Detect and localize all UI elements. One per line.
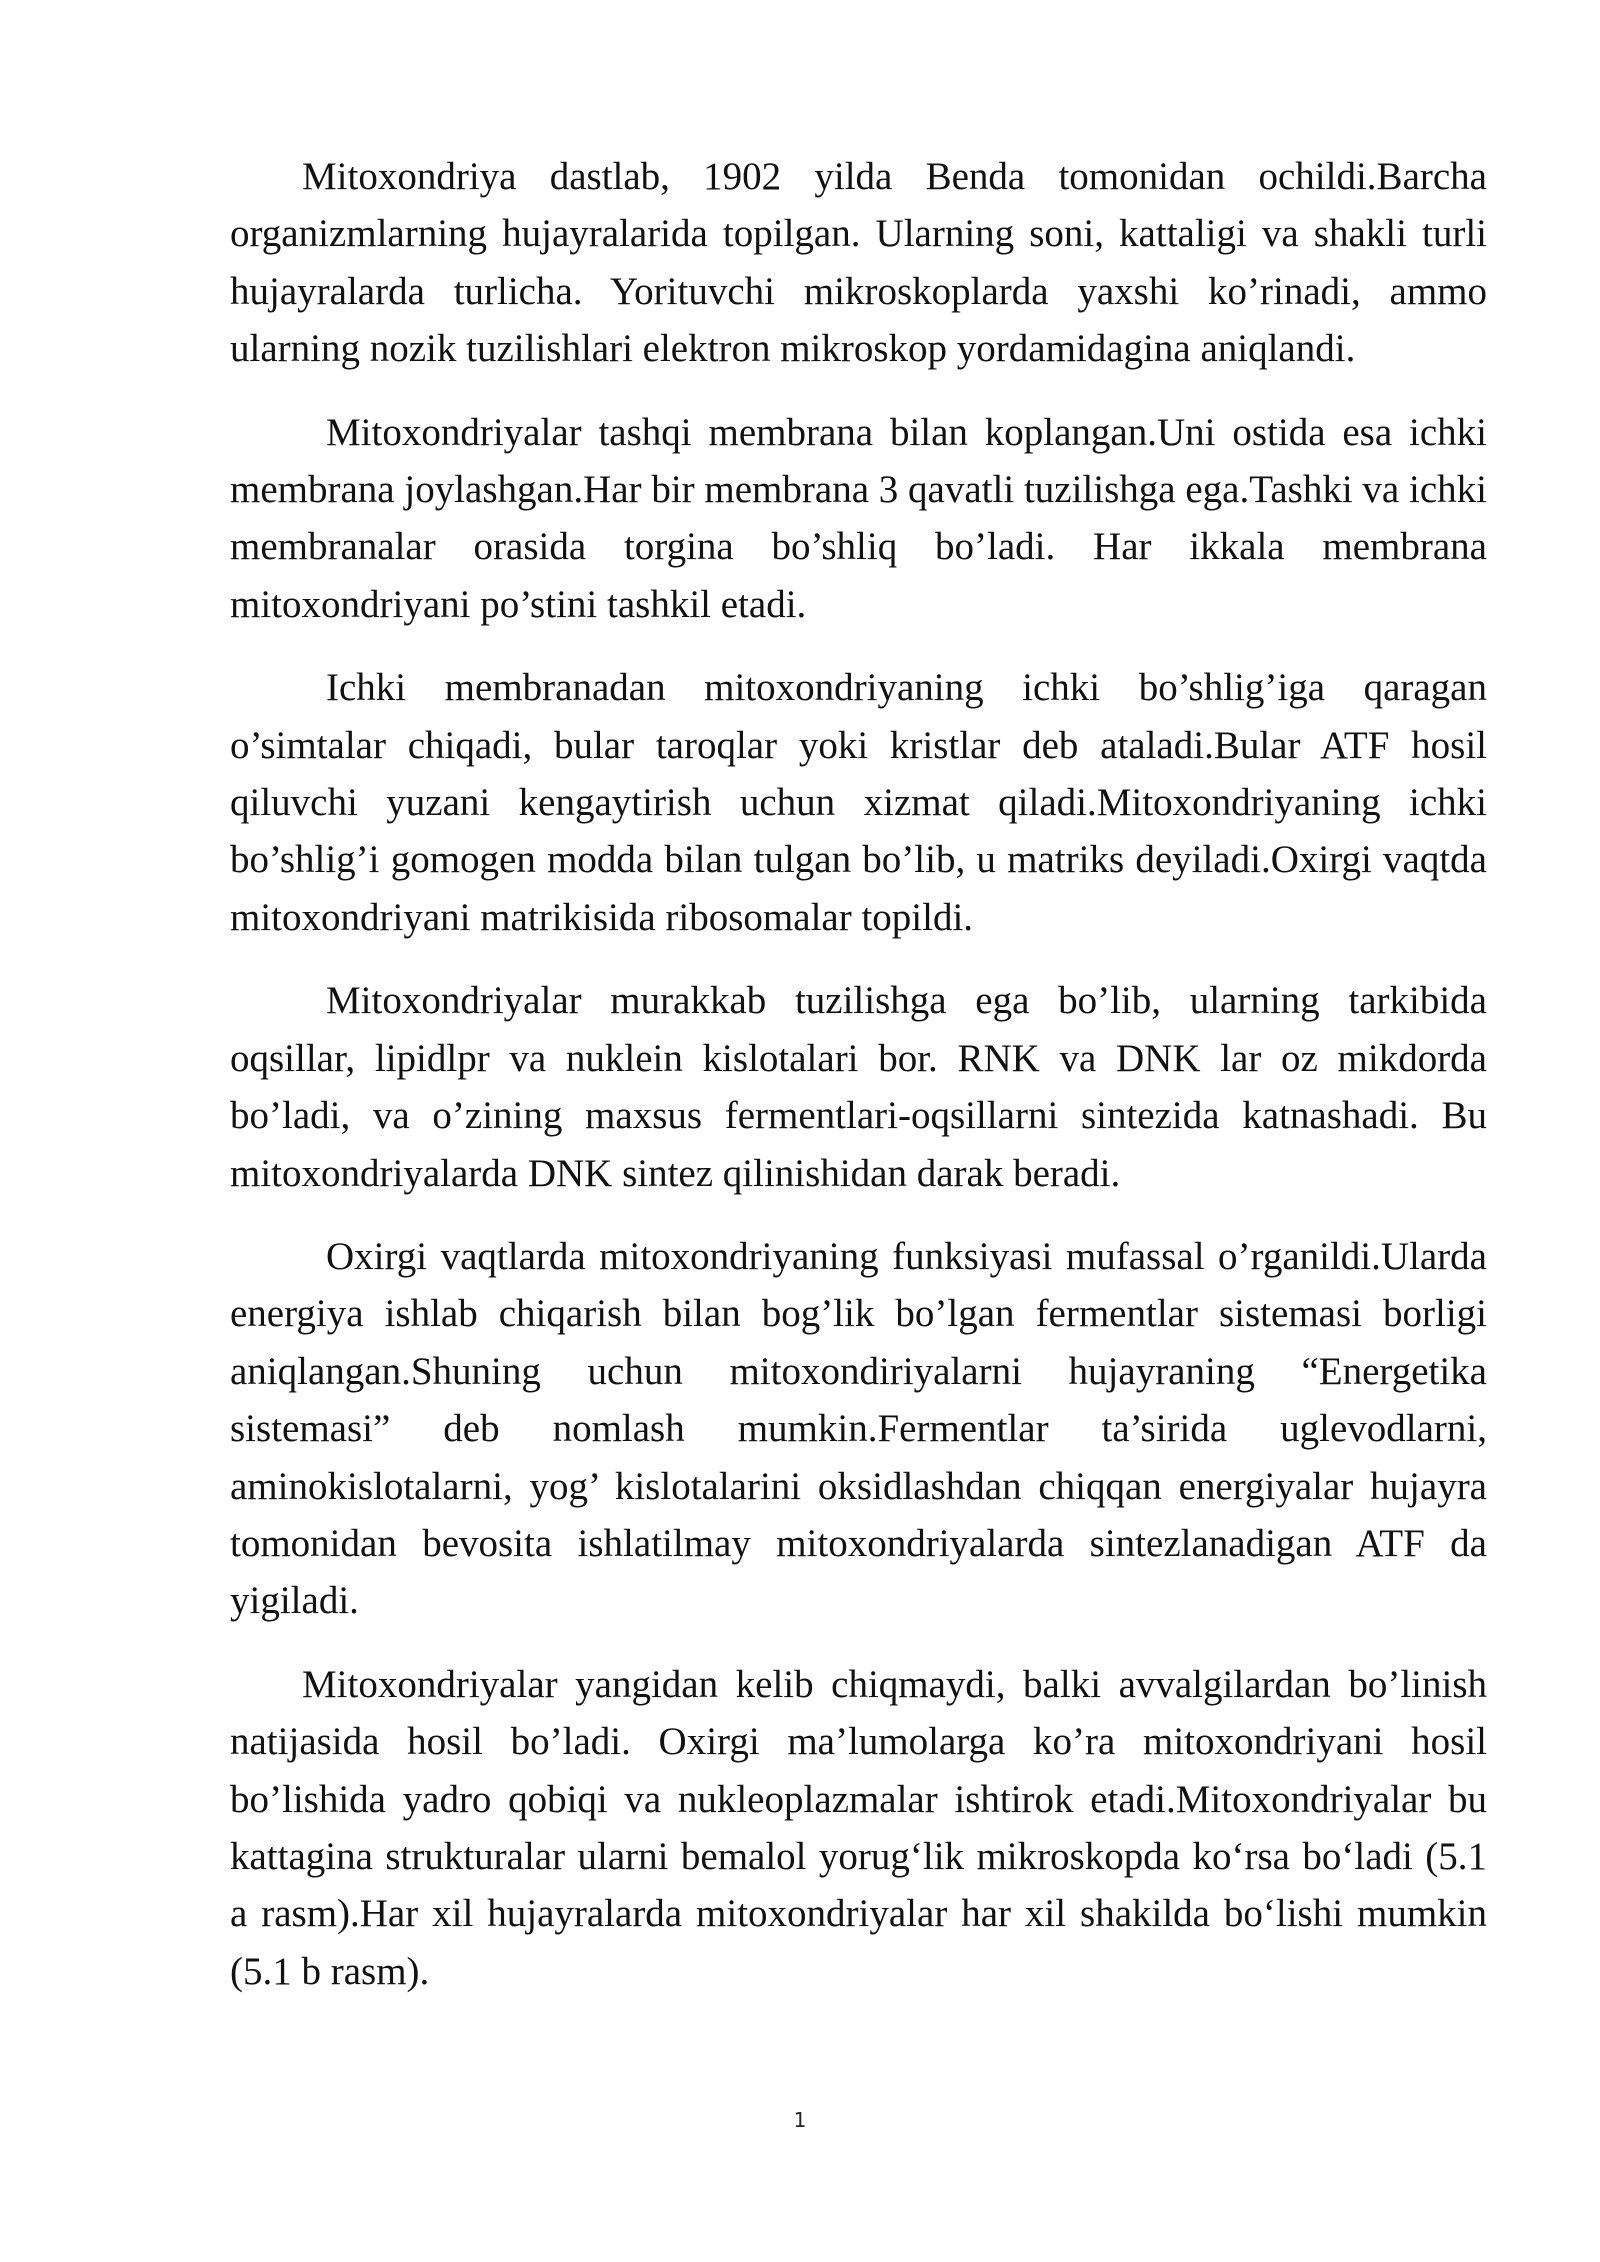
paragraph-2: Mitoxondriyalar tashqi membrana bilan koplangan.Uni ostida esa ichki membrana joylashgan.Har bir membrana 3 qavatli tuzilishga ega.Tashki va ichki membranalar orasida torgina bo’shliq bo’ladi. Har ikkala membrana mitoxondriyani po’stini tashkil etadi. <box>230 410 1487 626</box>
page-number: 1 <box>793 2108 807 2132</box>
paragraph-1: Mitoxondriya dastlab, 1902 yilda Benda tomonidan ochildi.Barcha organizmlarning hujayralarida topilgan. Ularning soni, kattaligi va shakli turli hujayralarda turlicha. Yorituvchi mikroskoplarda yaxshi ko’rinadi, ammo ularning nozik tuzilishlari elektron mikroskop yordamidagina aniqlandi. <box>230 155 1487 371</box>
document-body <box>230 148 1487 2026</box>
paragraph-4: Mitoxondriyalar murakkab tuzilishga ega bo’lib, ularning tarkibida oqsillar, lipidlpr va nuklein kislotalari bor. RNK va DNK lar oz mikdorda bo’ladi, va o’zining maxsus fermentlari-oqsillarni sintezida katnashadi. Bu mitoxondriyalarda DNK sintez qilinishidan darak beradi. <box>230 979 1487 1195</box>
paragraph-3: Ichki membranadan mitoxondriyaning ichki bo’shlig’iga qaragan o’simtalar chiqadi, bular taroqlar yoki kristlar deb ataladi.Bular ATF hosil qiluvchi yuzani kengaytirish uchun xizmat qiladi.Mitoxondriyaning ichki bo’shlig’i gomogen modda bilan tulgan bo’lib, u matriks deyiladi.Oxirgi vaqtda mitoxondriyani matrikisida ribosomalar topildi. <box>230 666 1487 939</box>
paragraph-6: Mitoxondriyalar yangidan kelib chiqmaydi, balki avvalgilardan bo’linish natijasida hosil bo’ladi. Oxirgi ma’lumolarga ko’ra mitoxondriyani hosil bo’lishida yadro qobiqi va nukleoplazmalar ishtirok etadi.Mitoxondriyalar bu kattagina strukturalar ularni bemalol yorug‘lik mikroskopda ko‘rsa bo‘ladi (5.1 a rasm).Har xil hujayralarda mitoxondriyalar har xil shakilda bo‘lishi mumkin (5.1 b rasm). <box>230 1662 1487 1993</box>
paragraph-5: Oxirgi vaqtlarda mitoxondriyaning funksiyasi mufassal o’rganildi.Ularda energiya ishlab chiqarish bilan bog’lik bo’lgan fermentlar sistemasi borligi aniqlangan.Shuning uchun mitoxondiriyalarni hujayraning “Energetika sistemasi” deb nomlash mumkin.Fermentlar ta’sirida uglevodlarni, aminokislotalarni, yog’ kislotalarini oksidlashdan chiqqan energiyalar hujayra tomonidan bevosita ishlatilmay mitoxondriyalarda sintezlanadigan ATF da yigiladi. <box>230 1234 1487 1623</box>
